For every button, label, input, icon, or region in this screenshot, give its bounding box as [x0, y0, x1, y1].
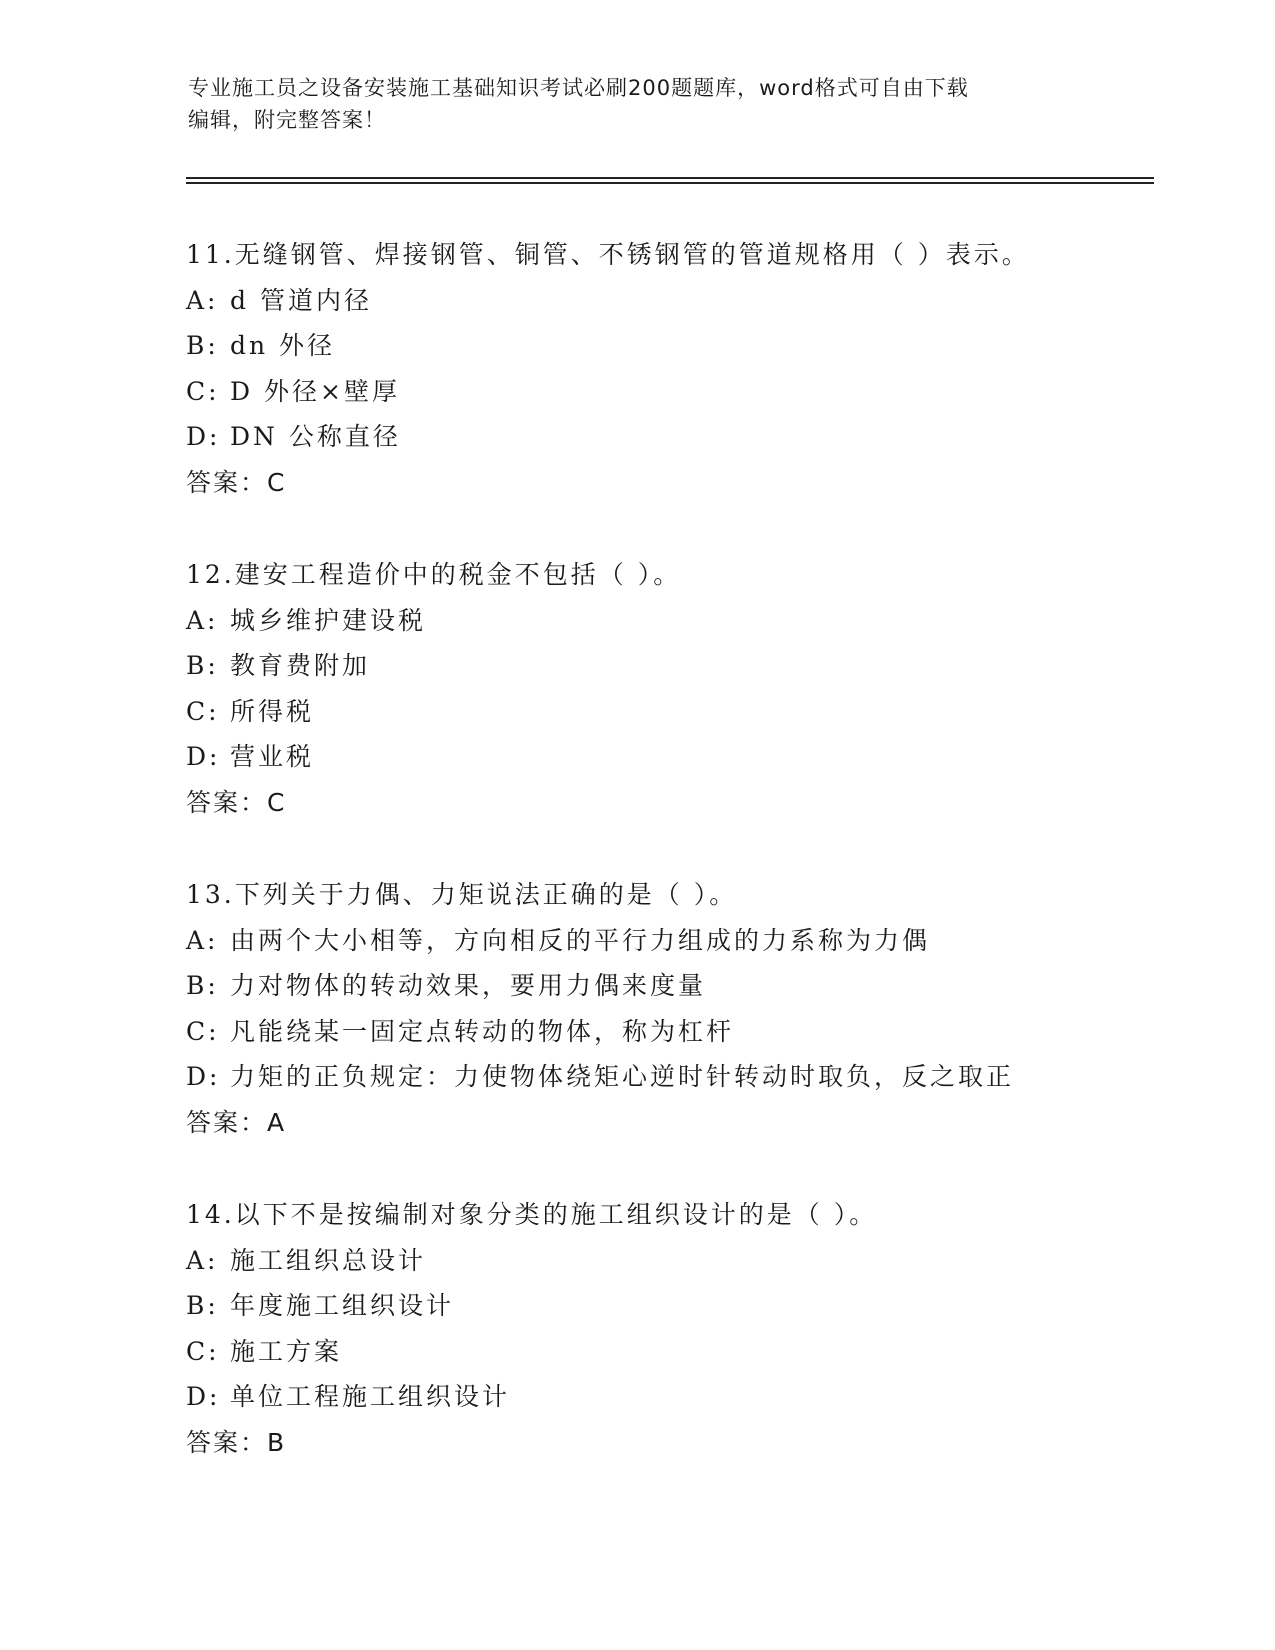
answer: 答案：A	[186, 1107, 287, 1137]
option-a	[186, 278, 1186, 324]
option-d	[186, 1374, 1186, 1420]
option-a	[186, 918, 1186, 964]
option-text: D 外径×壁厚	[230, 376, 400, 406]
option-d	[186, 734, 1186, 780]
option-c	[186, 1329, 1186, 1375]
option-text: 凡能绕某一固定点转动的物体，称为杠杆	[230, 1016, 735, 1046]
option-text: 由两个大小相等，方向相反的平行力组成的力系称为力偶	[230, 925, 931, 955]
option-b	[186, 643, 1186, 689]
option-d	[186, 414, 1186, 460]
option-key: A:	[186, 285, 219, 315]
question-13	[186, 872, 1186, 1145]
header-divider-bottom	[186, 182, 1154, 184]
option-a	[186, 1238, 1186, 1284]
option-key: A:	[186, 1245, 219, 1275]
option-text: 城乡维护建设税	[230, 605, 427, 635]
option-text: d 管道内径	[230, 285, 372, 315]
option-text: 所得税	[230, 696, 315, 726]
question-14	[186, 1192, 1186, 1465]
option-text: 力矩的正负规定：力使物体绕矩心逆时针转动时取负，反之取正	[230, 1062, 1015, 1091]
option-key: A:	[186, 925, 219, 955]
option-text: 施工组织总设计	[230, 1245, 427, 1275]
option-a	[186, 598, 1186, 644]
option-b	[186, 1283, 1186, 1329]
document-header	[188, 72, 1068, 136]
option-key: D:	[186, 1062, 221, 1091]
option-text: 教育费附加	[230, 651, 371, 680]
option-text: 单位工程施工组织设计	[230, 1382, 511, 1411]
header-line-1: 专业施工员之设备安装施工基础知识考试必刷200题题库，word格式可自由下载	[188, 76, 969, 100]
header-line-2: 编辑，附完整答案！	[188, 108, 386, 132]
option-text: 年度施工组织设计	[230, 1291, 455, 1320]
option-key: C:	[186, 376, 220, 406]
question-stem: 14.以下不是按编制对象分类的施工组织设计的是（ ）。	[186, 1200, 878, 1229]
option-key: D:	[186, 422, 221, 451]
option-c	[186, 689, 1186, 735]
option-key: C:	[186, 696, 220, 726]
answer: 答案：B	[186, 1427, 287, 1457]
option-key: B:	[186, 971, 219, 1000]
option-text: dn 外径	[230, 331, 336, 360]
option-key: D:	[186, 742, 221, 771]
option-key: C:	[186, 1016, 220, 1046]
option-b	[186, 963, 1186, 1009]
option-key: B:	[186, 331, 219, 360]
question-stem: 13.下列关于力偶、力矩说法正确的是（ ）。	[186, 880, 738, 909]
option-key: A:	[186, 605, 219, 635]
option-c	[186, 369, 1186, 415]
header-divider-top	[186, 177, 1154, 179]
option-b	[186, 323, 1186, 369]
option-text: DN 公称直径	[230, 422, 401, 451]
question-stem: 11.无缝钢管、焊接钢管、铜管、不锈钢管的管道规格用（ ）表示。	[186, 240, 1030, 269]
option-text: 力对物体的转动效果，要用力偶来度量	[230, 971, 707, 1000]
option-key: C:	[186, 1336, 220, 1366]
option-key: D:	[186, 1382, 221, 1411]
option-text: 营业税	[230, 742, 315, 771]
option-c	[186, 1009, 1186, 1055]
option-text: 施工方案	[230, 1336, 343, 1366]
option-d	[186, 1054, 1186, 1100]
option-key: B:	[186, 651, 219, 680]
option-key: B:	[186, 1291, 219, 1320]
answer: 答案：C	[186, 467, 287, 497]
question-12	[186, 552, 1186, 825]
question-11	[186, 232, 1186, 505]
question-stem: 12.建安工程造价中的税金不包括（ ）。	[186, 560, 682, 589]
answer: 答案：C	[186, 787, 287, 817]
